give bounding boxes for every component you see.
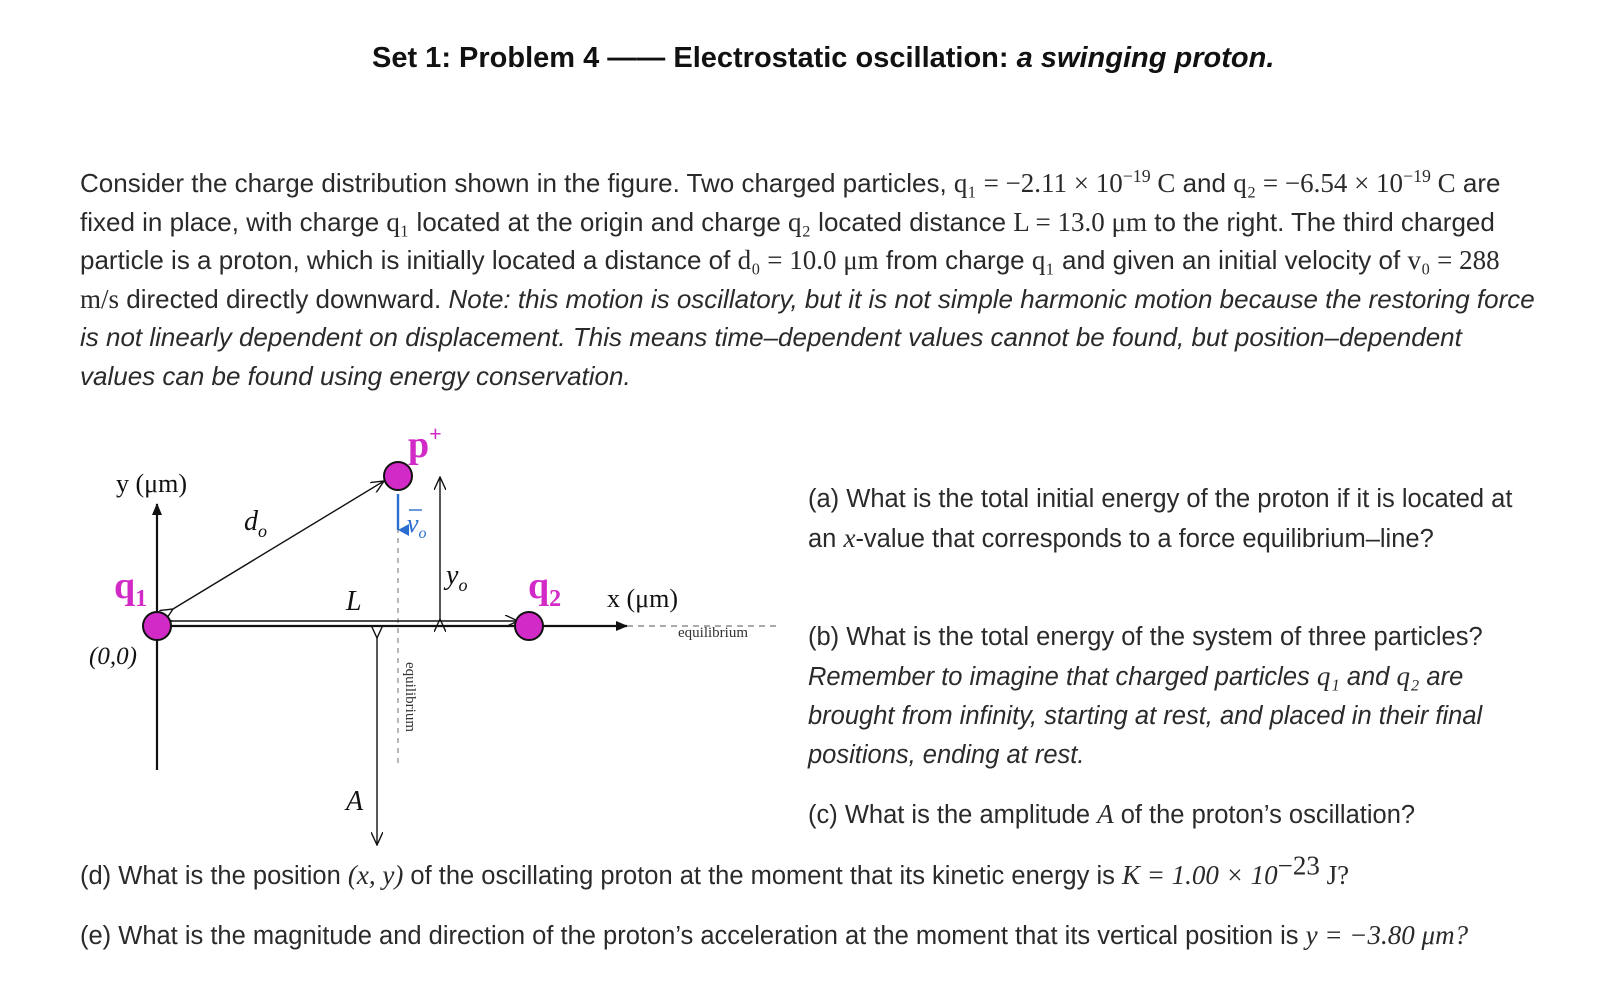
origin-label: (0,0) <box>89 643 137 670</box>
q1-symbol-2: q₁ <box>1031 245 1055 275</box>
q1-symbol: q₁ <box>386 206 410 237</box>
intro-s3: are fixed in place, with charge <box>80 168 1501 237</box>
equilibrium-label-horizontal: equilibrium <box>678 625 748 641</box>
title-emphasis: a swinging proton. <box>1016 42 1275 74</box>
intro-note: Note: this motion is oscillatory, but it is not simple harmonic motion because the restoring force is not linearly dependent on displacement. This means time–dependent values cannot be found, but position–dependent values can be found using energy conservation. <box>80 283 1535 391</box>
A-label: A <box>346 786 364 817</box>
question-c: (c) What is the amplitude A of the proton’s oscillation? <box>808 799 1416 829</box>
question-a: (a) What is the total initial energy of the proton if it is located at an x-value that corresponds to a force equilibrium–line? <box>808 485 1513 553</box>
L-label: L <box>346 586 362 617</box>
intro-s4: located at the origin and charge <box>409 206 789 237</box>
title-prefix: Set 1: Problem 4 —— Electrostatic oscillation: <box>372 42 1017 74</box>
intro-s7: from charge <box>878 245 1032 275</box>
x-axis-label: x (μm) <box>607 584 678 613</box>
intro-s2: and <box>1175 168 1234 198</box>
question-b: (b) What is the total energy of the system of three particles? Remember to imagine that charged particles q₁ and q₂ are brought from infinity, starting at rest, and placed in their final positions, ending at rest. <box>808 623 1483 769</box>
q2-value: $q_2 = -6.54 \times 10^{-19}$ C <box>1233 166 1456 198</box>
q2-charge <box>515 612 543 640</box>
q2-label: $q_2$ <box>528 565 562 612</box>
intro-s6: to the right. The third charged particle is a proton, which is initially located a distance of <box>80 206 1495 275</box>
equilibrium-label-vertical: equilibrium <box>402 662 418 732</box>
proton-label: p+ <box>408 421 442 466</box>
d0-value: d₀ = 10.0 μm <box>737 245 879 275</box>
intro-s5: located distance <box>810 206 1014 237</box>
d0-label: $d_o$ <box>244 506 267 541</box>
q1-charge <box>143 612 171 640</box>
q1-label: $q_1$ <box>114 565 148 612</box>
question-d: (d) What is the position (x, y) of the oscillating proton at the moment that its kinetic energy is $K = 1.00 \times 10^{-23}$ J? <box>80 850 1350 890</box>
L-value: L = 13.0 μm <box>1013 206 1147 237</box>
question-e: (e) What is the magnitude and direction of the proton’s acceleration at the moment that its vertical position is y = −3.80 μm? <box>80 920 1469 950</box>
q1-value: $q_1 = -2.11 \times 10^{-19}$ C <box>953 166 1176 198</box>
v0-value: v₀ = 288 m/s <box>80 245 1500 314</box>
intro-s9: directed directly downward. <box>119 283 449 314</box>
intro-s1: Consider the charge distribution shown in the figure. Two charged particles, <box>80 168 954 198</box>
y-axis-label: y (μm) <box>116 469 187 498</box>
proton <box>384 462 412 490</box>
q2-symbol: q₂ <box>788 206 811 237</box>
y0-label: $y_o$ <box>446 560 468 595</box>
intro-s8: and given an initial velocity of <box>1054 245 1408 275</box>
v0-label: $v_o$ <box>407 509 427 542</box>
